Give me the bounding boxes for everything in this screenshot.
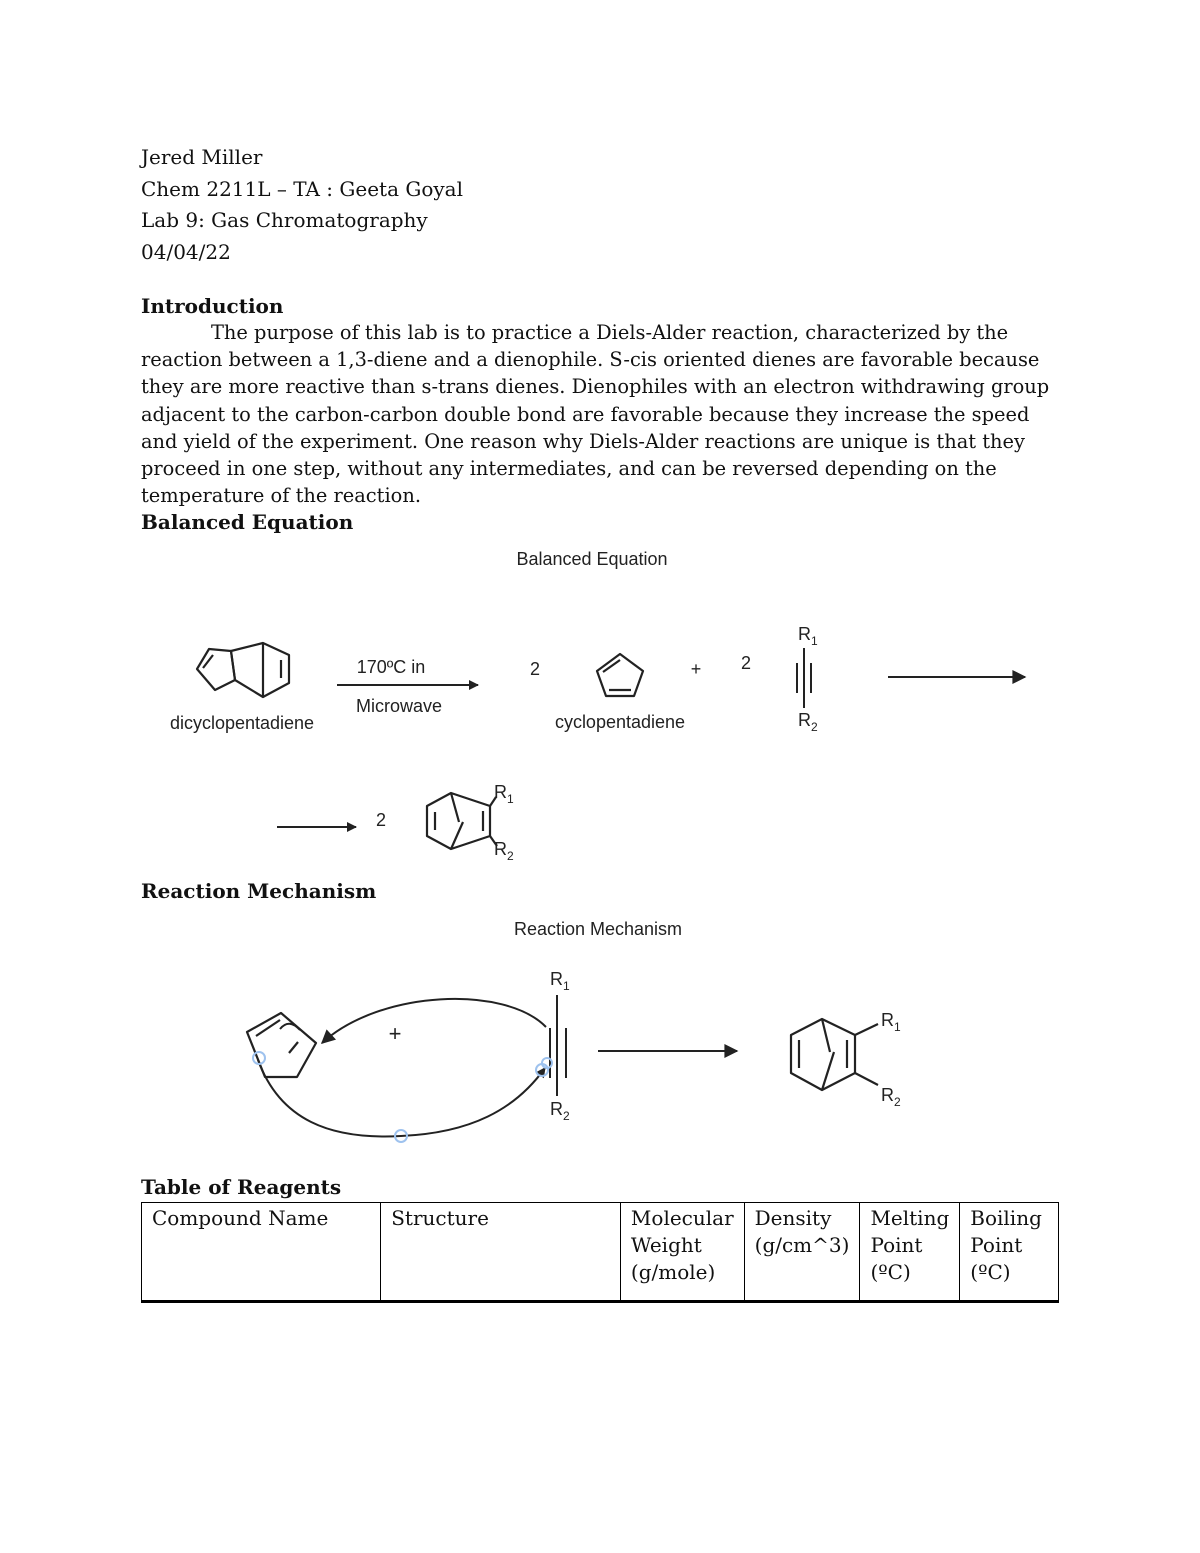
cyclopentadiene-label: cyclopentadiene: [554, 712, 686, 732]
mechanism-r1-label: $R_1$: [550, 969, 570, 993]
mechanism-product-r1-label: $R_1$: [881, 1010, 901, 1034]
course-line: Chem 2211L – TA : Geeta Goyal: [141, 176, 463, 201]
report-date: 04/04/22: [141, 239, 231, 264]
mechanism-plus-sign: +: [388, 1021, 402, 1046]
introduction-paragraph: The purpose of this lab is to practice a Diels-Alder reaction, characterized by the reaction between a 1,3-diene and a dienophile. S-cis oriented dienes are favorable because they are more reactive than s-trans dienes. Dienophiles with an electron withdrawing group adjacent to the carbon-carbon double bond are favorable because they increase the speed and yield of the experiment. One reason why Diels-Alder reactions are unique is that they proceed in one step, without any intermediates, and can be reversed depending on the temperature of the reaction.: [141, 321, 1050, 508]
r2-label: $R_2$: [798, 710, 818, 734]
electron-push-arrow-small: [280, 1024, 300, 1030]
introduction-heading: Introduction: [141, 294, 284, 318]
electron-push-arrow-top: [322, 999, 546, 1043]
mechanism-figure-title: Reaction Mechanism: [513, 919, 683, 939]
reagents-table: [141, 1202, 1059, 1303]
balanced-equation-figure-title: Balanced Equation: [516, 549, 668, 569]
mechanism-product-r2-label: $R_2$: [881, 1085, 901, 1109]
condition-temperature: 170ºC in: [356, 657, 426, 677]
plus-sign: +: [690, 659, 702, 679]
dicyclopentadiene-structure: [197, 643, 289, 697]
author-name: Jered Miller: [141, 145, 263, 169]
column-header-structure: Structure: [381, 1203, 621, 1302]
reagents-table-heading: Table of Reagents: [141, 1175, 342, 1199]
lab-title: Lab 9: Gas Chromatography: [141, 208, 428, 232]
cyclopentadiene-structure: [597, 654, 643, 696]
condition-microwave: Microwave: [355, 696, 443, 716]
column-header-density: Density (g/cm^3): [744, 1203, 860, 1302]
mechanism-diene-structure: [247, 1013, 316, 1077]
dicyclopentadiene-label: dicyclopentadiene: [169, 713, 315, 733]
dienophile-coefficient: 2: [740, 653, 752, 673]
column-header-melting-point: Melting Point (ºC): [860, 1203, 960, 1302]
product-r1-label: $R_1$: [494, 782, 514, 806]
product-coefficient: 2: [375, 810, 387, 830]
selection-handles: [253, 1052, 552, 1142]
r1-label: $R_1$: [798, 624, 818, 648]
norbornadiene-product-structure: [427, 793, 497, 849]
product-r2-label: $R_2$: [494, 839, 514, 863]
mechanism-r2-label: $R_2$: [550, 1099, 570, 1123]
column-header-molecular-weight: Molecular Weight (g/mole): [620, 1203, 744, 1302]
column-header-boiling-point: Boiling Point (ºC): [960, 1203, 1059, 1302]
mechanism-product-structure: [791, 1019, 878, 1090]
column-header-compound-name: Compound Name: [142, 1203, 381, 1302]
diene-coefficient: 2: [529, 659, 541, 679]
balanced-equation-heading: Balanced Equation: [141, 510, 354, 534]
alkyne-structure: [797, 648, 811, 708]
reagents-table-header-row: [142, 1203, 1059, 1302]
reaction-mechanism-heading: Reaction Mechanism: [141, 879, 377, 903]
mechanism-alkyne-structure: [550, 995, 566, 1096]
